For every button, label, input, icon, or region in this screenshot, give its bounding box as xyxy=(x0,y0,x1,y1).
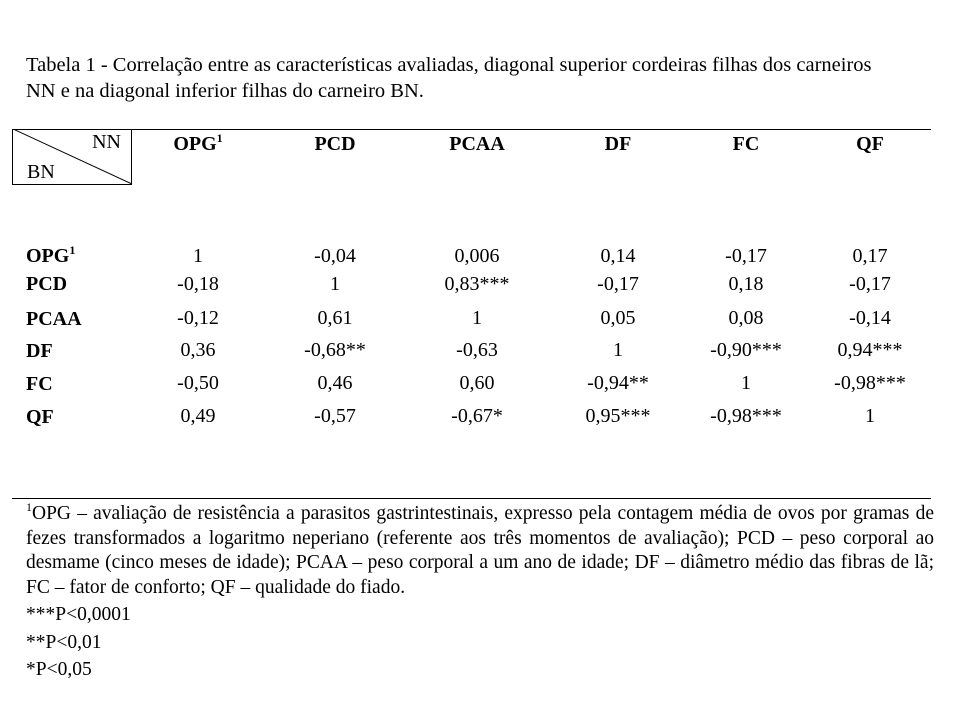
table-cell: 0,94*** xyxy=(837,339,903,361)
table-footnote xyxy=(26,502,934,683)
table-cell: 1 xyxy=(330,273,340,295)
table-cell: -0,04 xyxy=(314,245,356,267)
table-cell: -0,94** xyxy=(587,372,649,394)
corner-label-bn: BN xyxy=(27,161,55,183)
table-cell: 0,49 xyxy=(180,405,216,427)
row-label-opg: OPG$^1$ xyxy=(26,243,76,267)
column-header-df: DF xyxy=(604,133,632,155)
table-cell: 0,18 xyxy=(728,273,764,295)
significance-level-1: ***P<0,0001 xyxy=(26,604,131,625)
table-cell: 0,08 xyxy=(728,307,764,329)
table-top-rule xyxy=(12,129,931,130)
table-cell: -0,17 xyxy=(849,273,891,295)
footnote-marker: 1 xyxy=(26,500,32,514)
column-header-fc: FC xyxy=(732,133,760,155)
table-cell: -0,17 xyxy=(597,273,639,295)
caption-line-2: NN e na diagonal inferior filhas do carneiro BN. xyxy=(26,80,424,102)
corner-header-cell xyxy=(12,129,132,185)
footnote-definitions: $^1$OPG – avaliação de resistência a parasitos gastrintestinais, expresso pela contagem média de ovos por gramas de fezes transformados a logaritmo neperiano (referente aos três momentos de avaliação); PCD – peso corporal ao desmame (cinco meses de idade); PCAA – peso corporal a um ano de idade; DF – diâmetro médio das fibras de lã; FC – fator de conforto; QF – qualidade do fiado. xyxy=(26,500,934,598)
table-cell: 1 xyxy=(741,372,751,394)
table-cell: 0,83*** xyxy=(444,273,510,295)
table-cell: -0,18 xyxy=(177,273,219,295)
table-cell: -0,57 xyxy=(314,405,356,427)
significance-level-2: **P<0,01 xyxy=(26,631,102,653)
table-cell: -0,14 xyxy=(849,307,891,329)
table-cell: 0,006 xyxy=(454,245,500,267)
row-label-pcd: PCD xyxy=(26,273,68,295)
table-cell: 0,17 xyxy=(852,245,888,267)
significance-level-3: *P<0,05 xyxy=(26,659,92,680)
column-header-pcd: PCD xyxy=(314,133,356,155)
table-cell: -0,67* xyxy=(451,405,503,427)
row-label-df: DF xyxy=(26,340,53,362)
table-cell: -0,50 xyxy=(177,372,219,394)
table-cell: 1 xyxy=(472,307,482,329)
column-header-opg: OPG$^1$ xyxy=(173,131,223,155)
table-cell: -0,98*** xyxy=(710,405,782,427)
table-cell: 0,14 xyxy=(600,245,636,267)
table-cell: 0,05 xyxy=(600,307,636,329)
table-bottom-rule xyxy=(12,498,931,499)
table-cell: -0,12 xyxy=(177,307,219,329)
row-label-pcaa: PCAA xyxy=(26,308,82,330)
table-cell: 0,60 xyxy=(459,372,495,394)
table-cell: 0,95*** xyxy=(585,405,651,427)
table-cell: 1 xyxy=(613,339,623,361)
table-cell: -0,90*** xyxy=(710,339,782,361)
row-label-qf: QF xyxy=(26,406,54,428)
table-cell: -0,63 xyxy=(456,339,498,361)
table-cell: 1 xyxy=(865,405,875,427)
table-cell: 0,36 xyxy=(180,339,216,361)
table-cell: -0,68** xyxy=(304,339,366,361)
table-cell: 0,61 xyxy=(317,307,353,329)
table-cell: 1 xyxy=(193,245,203,267)
table-cell: -0,17 xyxy=(725,245,767,267)
corner-label-nn: NN xyxy=(92,131,121,153)
column-header-pcaa: PCAA xyxy=(449,133,505,155)
table-cell: 0,46 xyxy=(317,372,353,394)
row-label-fc: FC xyxy=(26,373,53,395)
table-caption xyxy=(26,52,926,104)
column-header-qf: QF xyxy=(856,133,884,155)
caption-line-1: Tabela 1 - Correlação entre as características avaliadas, diagonal superior cordeiras filhas dos carneiros xyxy=(26,54,872,76)
table-cell: -0,98*** xyxy=(834,372,906,394)
